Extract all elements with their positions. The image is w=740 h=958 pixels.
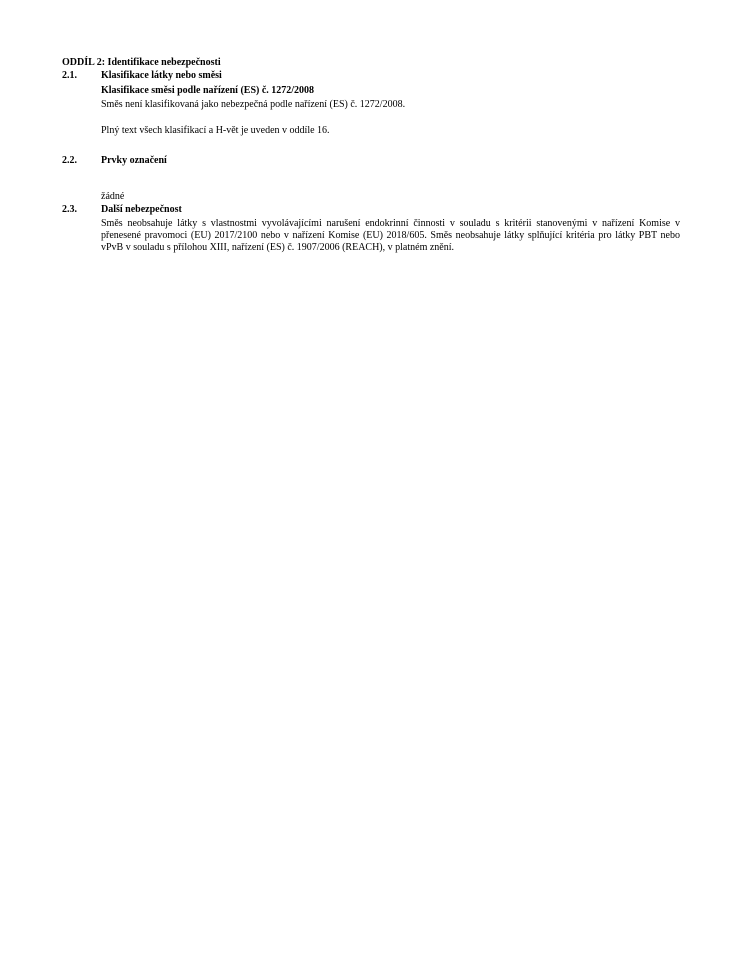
section-2-1-subtitle: Klasifikace směsi podle nařízení (ES) č. 1272/2008 — [101, 85, 315, 96]
section-2-1-note: Plný text všech klasifikací a H-vět je uveden v oddíle 16. — [101, 125, 330, 136]
section-2-3-title: Další nebezpečnost — [101, 204, 182, 215]
section-2-3-number: 2.3. — [62, 204, 77, 215]
section-2-1-number: 2.1. — [62, 70, 77, 81]
section-2-1-text: Směs není klasifikovaná jako nebezpečná podle nařízení (ES) č. 1272/2008. — [101, 99, 406, 110]
section-2-2-number: 2.2. — [62, 155, 77, 166]
section-2-2-title: Prvky označení — [101, 155, 167, 166]
section-2-3-text: Směs neobsahuje látky s vlastnostmi vyvolávajícími narušení endokrinní činnosti v souladu s kritérii stanovenými v nařízení Komise v přenesené pravomoci (EU) 2017/2100 nebo v nařízení Komise (EU) 2018/605. Směs neobsahuje látky splňující kritéria pro látky PBT nebo vPvB v souladu s přílohou XIII, nařízení (ES) č. 1907/2006 (REACH), v platném znění. — [101, 218, 680, 253]
section-2-1-title: Klasifikace látky nebo směsi — [101, 70, 222, 81]
section-heading: ODDÍL 2: Identifikace nebezpečnosti — [62, 57, 221, 68]
section-2-2-value: žádné — [101, 191, 125, 202]
